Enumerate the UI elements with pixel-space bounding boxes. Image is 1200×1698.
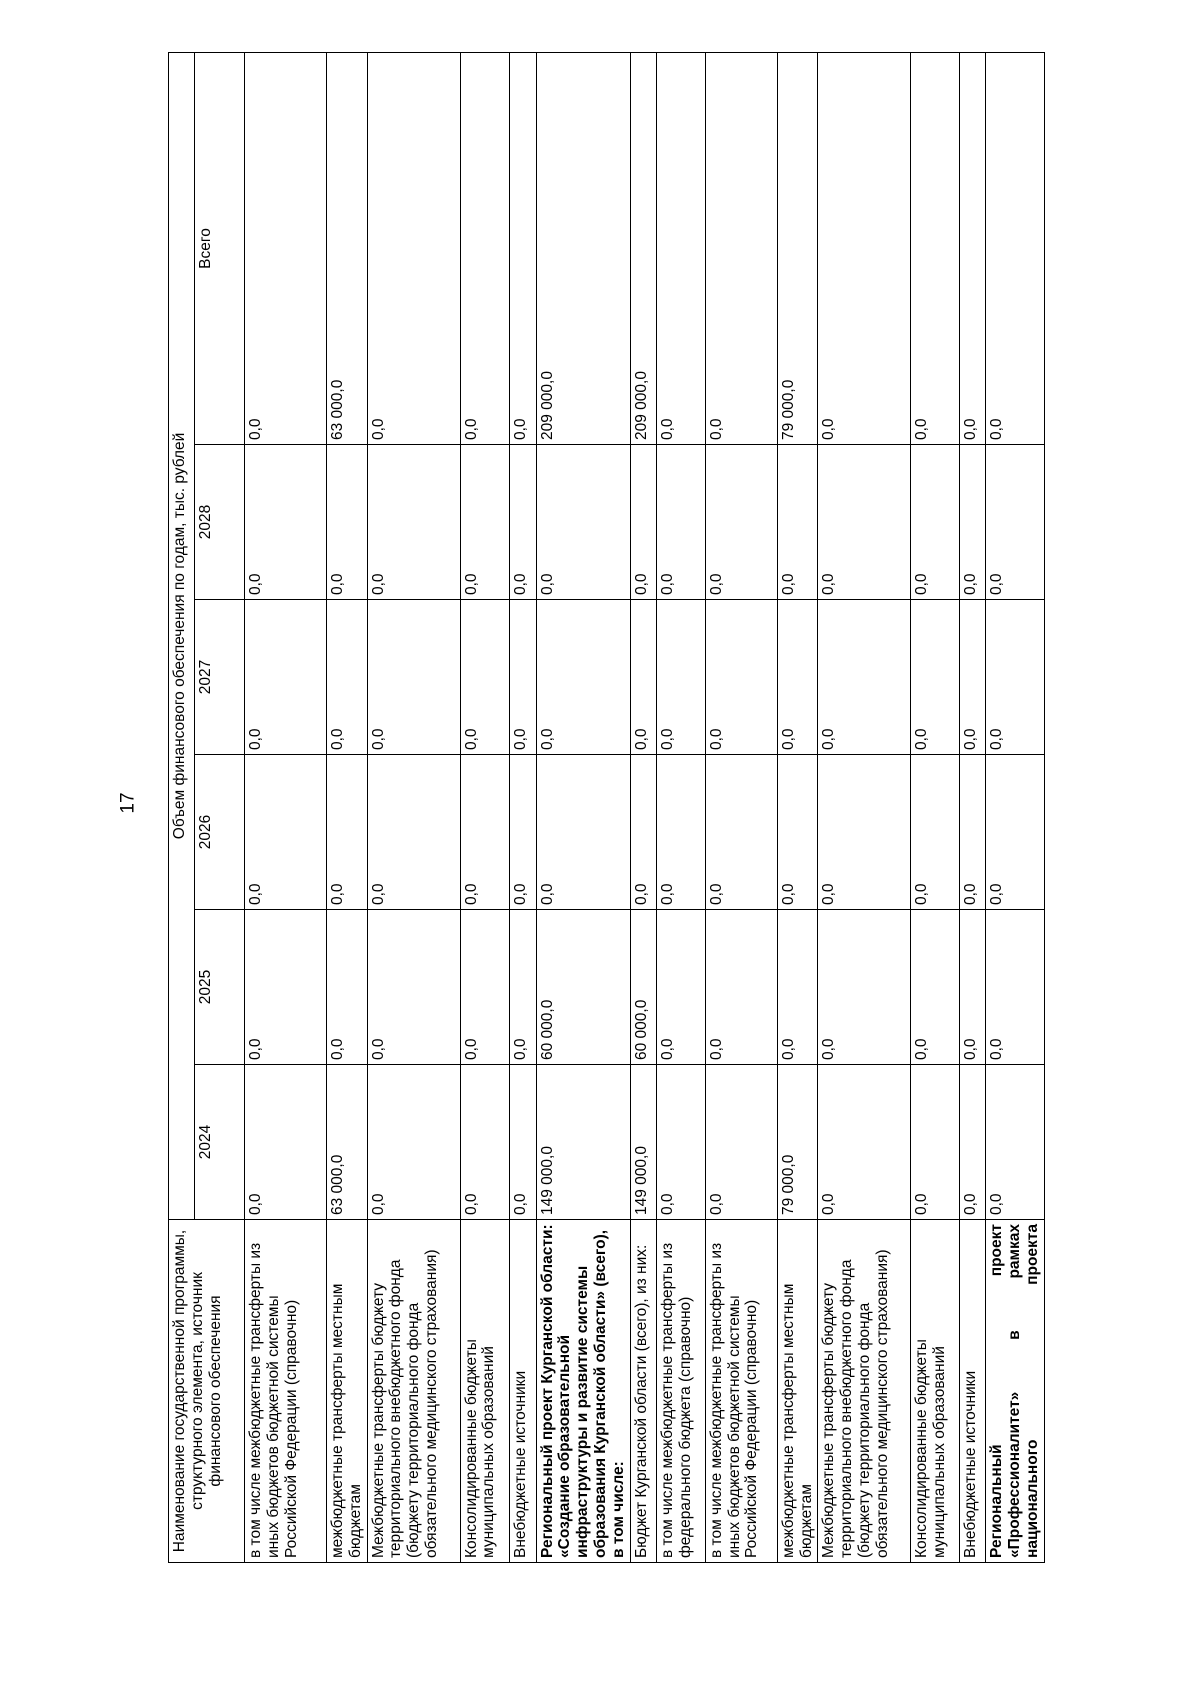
row-name: Консолидированные бюджеты муниципальных образований [911,1220,960,1563]
header-year: 2026 [195,755,245,910]
row-value: 0,0 [818,52,911,444]
header-year: Всего [195,52,245,444]
row-name: Бюджет Курганской области (всего), из них: [630,1220,656,1563]
row-value: 0,0 [367,445,460,600]
row-value: 0,0 [777,445,818,600]
row-value: 0,0 [656,1065,705,1220]
table-row [986,52,1044,1562]
row-name: в том числе межбюджетные трансферты из иных бюджетов бюджетной системы Российской Федерации (справочно) [245,1220,327,1563]
row-name: межбюджетные трансферты местным бюджетам [327,1220,368,1563]
row-value: 0,0 [367,52,460,444]
row-value: 0,0 [911,910,960,1065]
header-name-column: Наименование государственной программы, структурного элемента, источник финансового обеспечения [169,1220,245,1563]
row-value: 0,0 [630,445,656,600]
row-value: 0,0 [777,755,818,910]
row-value: 0,0 [536,600,630,755]
row-value: 0,0 [960,910,986,1065]
row-value: 0,0 [460,1065,509,1220]
row-value: 209 000,0 [630,52,656,444]
row-value: 0,0 [630,600,656,755]
header-year: 2028 [195,445,245,600]
row-value: 0,0 [986,445,1044,600]
row-value: 0,0 [818,1065,911,1220]
row-value: 0,0 [986,910,1044,1065]
row-name: в том числе межбюджетные трансферты из федерального бюджета (справочно) [656,1220,705,1563]
row-value: 0,0 [509,755,536,910]
row-value: 0,0 [245,910,327,1065]
table-row [536,52,630,1562]
row-value: 0,0 [705,445,777,600]
row-value: 0,0 [367,1065,460,1220]
row-value: 0,0 [960,600,986,755]
row-value: 0,0 [986,600,1044,755]
row-value: 0,0 [509,1065,536,1220]
table-row [705,52,777,1562]
row-value: 0,0 [630,755,656,910]
row-value: 0,0 [818,755,911,910]
header-volume: Объем финансового обеспечения по годам, тыс. рублей [169,52,195,1219]
row-name: в том числе межбюджетные трансферты из иных бюджетов бюджетной системы Российской Федерации (справочно) [705,1220,777,1563]
row-value: 63 000,0 [327,52,368,444]
row-value: 0,0 [367,755,460,910]
table-row [245,52,327,1562]
row-value: 79 000,0 [777,52,818,444]
row-value: 0,0 [245,755,327,910]
table-row [777,52,818,1562]
row-value: 0,0 [705,755,777,910]
row-value: 0,0 [245,600,327,755]
row-value: 0,0 [509,600,536,755]
row-value: 0,0 [327,910,368,1065]
row-value: 0,0 [777,600,818,755]
table-row [656,52,705,1562]
row-value: 0,0 [460,910,509,1065]
row-value: 0,0 [509,445,536,600]
row-value: 79 000,0 [777,1065,818,1220]
row-value: 0,0 [245,52,327,444]
row-value: 0,0 [705,910,777,1065]
row-value: 0,0 [460,445,509,600]
row-value: 0,0 [327,600,368,755]
row-value: 0,0 [986,755,1044,910]
row-value: 0,0 [911,600,960,755]
row-value: 0,0 [818,600,911,755]
row-value: 0,0 [986,1065,1044,1220]
row-name: Межбюджетные трансферты бюджету территориального внебюджетного фонда (бюджету территориального фонда обязательного медицинского страхования) [818,1220,911,1563]
row-value: 0,0 [509,910,536,1065]
row-name: Внебюджетные источники [509,1220,536,1563]
row-value: 0,0 [327,755,368,910]
row-value: 0,0 [705,52,777,444]
row-value: 0,0 [911,445,960,600]
row-value: 0,0 [327,445,368,600]
row-value: 0,0 [986,52,1044,444]
table-body [245,52,1045,1562]
row-value: 60 000,0 [536,910,630,1065]
table-row [327,52,368,1562]
table-row [818,52,911,1562]
row-value: 63 000,0 [327,1065,368,1220]
row-value: 60 000,0 [630,910,656,1065]
table-row [367,52,460,1562]
row-value: 0,0 [536,755,630,910]
row-name: Региональный проект «Профессионалитет» в рамках национального проекта [986,1220,1044,1563]
row-name: Консолидированные бюджеты муниципальных образований [460,1220,509,1563]
row-value: 0,0 [460,52,509,444]
row-value: 0,0 [460,600,509,755]
table-row [960,52,986,1562]
row-value: 149 000,0 [536,1065,630,1220]
table-row [911,52,960,1562]
row-name: Межбюджетные трансферты бюджету территориального внебюджетного фонда (бюджету территориального фонда обязательного медицинского страхования) [367,1220,460,1563]
row-value: 0,0 [656,52,705,444]
row-value: 0,0 [911,1065,960,1220]
row-value: 0,0 [367,910,460,1065]
row-value: 209 000,0 [536,52,630,444]
row-value: 0,0 [705,600,777,755]
row-value: 0,0 [509,52,536,444]
row-name: межбюджетные трансферты местным бюджетам [777,1220,818,1563]
row-value: 0,0 [460,755,509,910]
row-value: 0,0 [911,755,960,910]
row-name: Внебюджетные источники [960,1220,986,1563]
row-value: 0,0 [656,445,705,600]
row-value: 0,0 [656,600,705,755]
row-value: 0,0 [705,1065,777,1220]
row-name: Региональный проект Курганской области: «Создание образовательной инфраструктуры и развитие системы образования Курганской области» (всего), в том числе: [536,1220,630,1563]
row-value: 0,0 [245,445,327,600]
row-value: 0,0 [960,755,986,910]
row-value: 0,0 [777,910,818,1065]
row-value: 0,0 [367,600,460,755]
row-value: 0,0 [245,1065,327,1220]
row-value: 149 000,0 [630,1065,656,1220]
header-year: 2027 [195,600,245,755]
row-value: 0,0 [536,445,630,600]
row-value: 0,0 [960,52,986,444]
table-row [460,52,509,1562]
row-value: 0,0 [656,755,705,910]
table-row [509,52,536,1562]
header-year: 2025 [195,910,245,1065]
header-year: 2024 [195,1065,245,1220]
row-value: 0,0 [656,910,705,1065]
rotated-table-container [168,53,1071,1563]
page-number: 17 [117,792,139,814]
table-row [630,52,656,1562]
financing-table [168,52,1045,1563]
row-value: 0,0 [960,445,986,600]
row-value: 0,0 [818,445,911,600]
row-value: 0,0 [960,1065,986,1220]
row-value: 0,0 [911,52,960,444]
row-value: 0,0 [818,910,911,1065]
